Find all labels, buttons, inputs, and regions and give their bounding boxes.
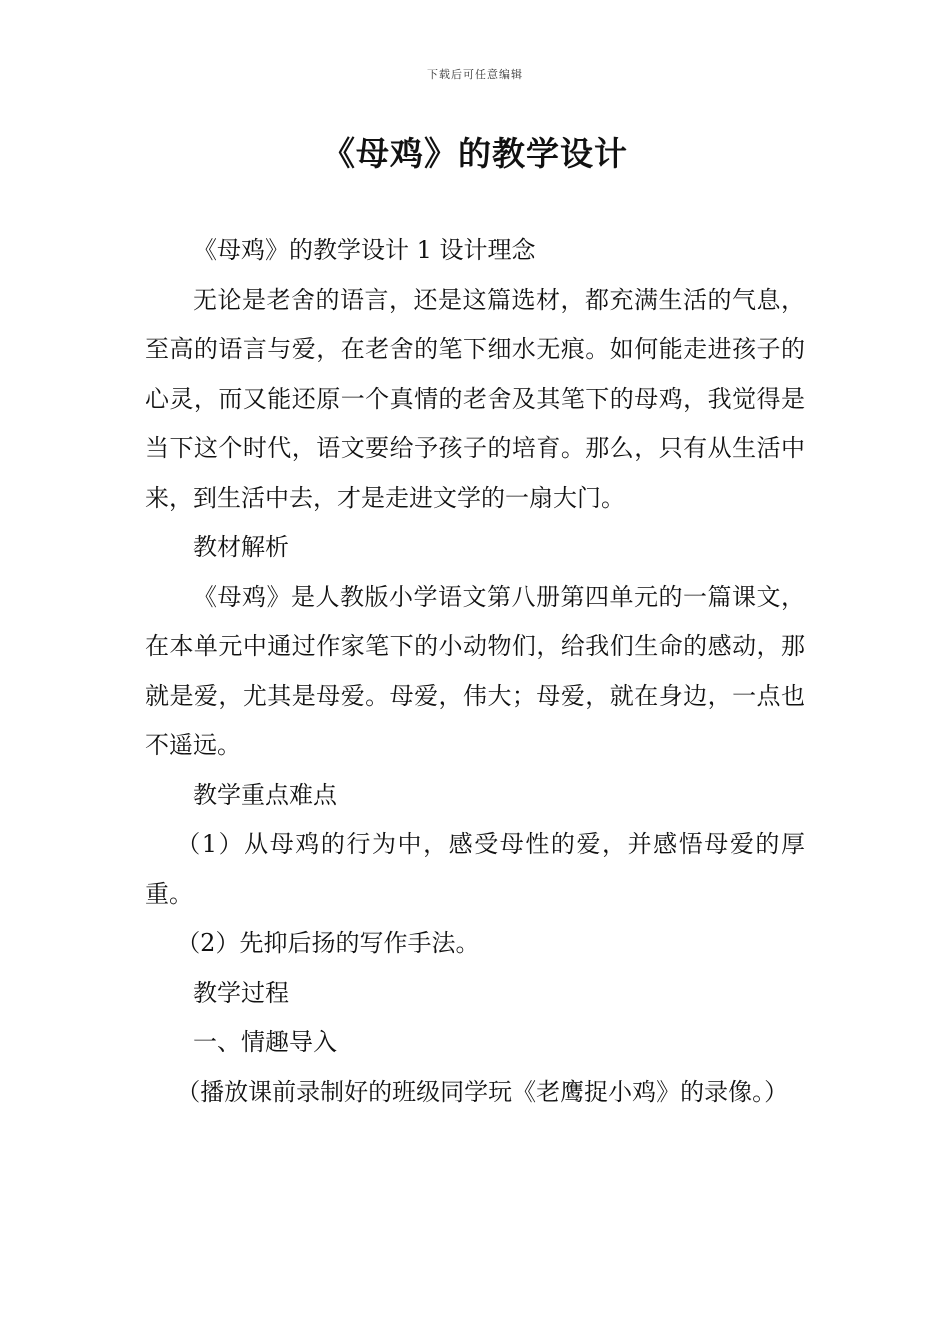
list-item-key-point-2: （2）先抑后扬的写作手法。 [176, 929, 480, 957]
paragraph-introduction-note: （播放课前录制好的班级同学玩《老鹰捉小鸡》的录像。） [176, 1077, 789, 1106]
paragraph-design-concept: 无论是老舍的语言，还是这篇选材，都充满生活的气息，至高的语言与爱，在老舍的笔下细水无痕。如何能走进孩子的心灵，而又能还原一个真情的老舍及其笔下的母鸡，我觉得是当下这个时代，语文要给予孩子的培育。那么，只有从生活中来，到生活中去，才是走进文学的一扇大门。 [145, 285, 805, 512]
paragraph-material-analysis: 《母鸡》是人教版小学语文第八册第四单元的一篇课文，在本单元中通过作家笔下的小动物们，给我们生命的感动，那就是爱，尤其是母爱。母爱，伟大；母爱，就在身边，一点也不遥远。 [145, 582, 805, 759]
section-heading-design-concept: 《母鸡》的教学设计 1 设计理念 [193, 236, 536, 264]
header-note: 下载后可任意编辑 [427, 68, 523, 81]
subsection-heading-introduction: 一、情趣导入 [193, 1028, 337, 1056]
section-heading-key-points: 教学重点难点 [193, 780, 337, 809]
section-heading-teaching-process: 教学过程 [193, 978, 289, 1007]
section-heading-material-analysis: 教材解析 [193, 533, 289, 561]
document-body [145, 226, 805, 1117]
list-item-key-point-1: （1）从母鸡的行为中，感受母性的爱，并感悟母爱的厚重。 [145, 830, 805, 908]
document-title: 《母鸡》的教学设计 [322, 134, 628, 173]
